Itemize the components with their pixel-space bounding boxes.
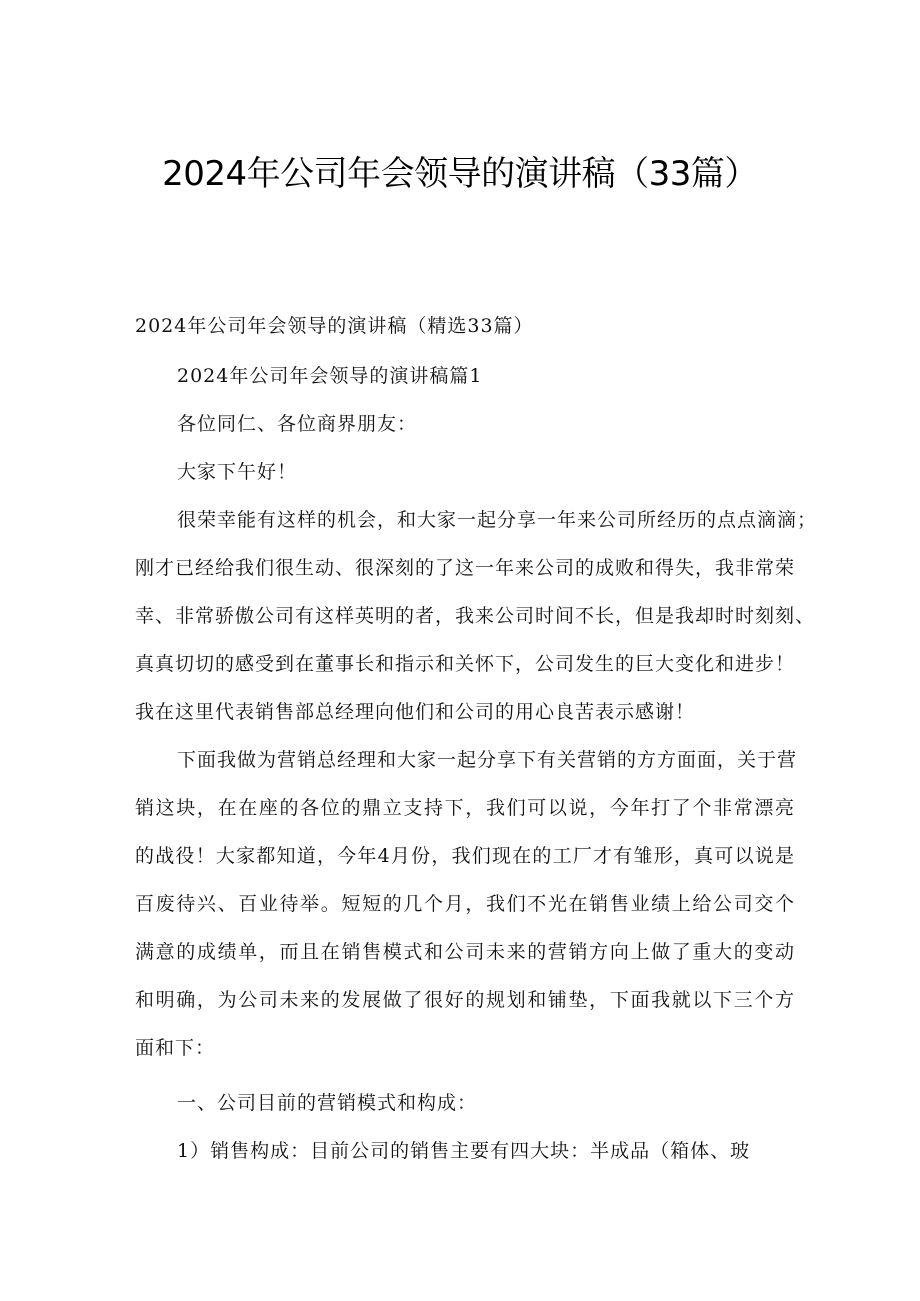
document-subtitle: 2024年公司年会领导的演讲稿（精选33篇） [135,315,534,337]
paragraph2-line: 下面我做为营销总经理和大家一起分享下有关营销的方方面面，关于营 [177,749,798,771]
item1-line: 1）销售构成：目前公司的销售主要有四大块：半成品（箱体、玻 [177,1140,751,1162]
section-heading: 2024年公司年会领导的演讲稿篇1 [177,365,483,387]
paragraph2-line: 销这块，在在座的各位的鼎立支持下，我们可以说，今年打了个非常漂亮 [135,797,795,819]
paragraph1-line: 我在这里代表销售部总经理向他们和公司的用心良苦表示感谢！ [135,701,696,723]
document-title: 2024年公司年会领导的演讲稿（33篇） [162,154,758,194]
paragraph1-line: 很荣幸能有这样的机会，和大家一起分享一年来公司所经历的点点滴滴； [177,509,818,531]
paragraph1-line: 幸、非常骄傲公司有这样英明的者，我来公司时间不长，但是我却时时刻刻、 [135,605,816,627]
paragraph1-line: 真真切切的感受到在董事长和指示和关怀下，公司发生的巨大变化和进步！ [135,653,796,675]
paragraph2-line: 百废待兴、百业待举。短短的几个月，我们不光在销售业绩上给公司交个 [135,893,795,915]
paragraph2-line: 和明确，为公司未来的发展做了很好的规划和铺垫，下面我就以下三个方 [135,989,795,1011]
paragraph2-line: 的战役！大家都知道，今年4月份，我们现在的工厂才有雏形，真可以说是 [135,845,795,867]
paragraph2-line: 满意的成绩单，而且在销售模式和公司未来的营销方向上做了重大的变动 [135,941,795,963]
salute-line: 大家下午好！ [177,461,298,483]
greeting-line: 各位同仁、各位商界朋友： [177,413,418,435]
paragraph2-line: 面和下： [135,1037,216,1059]
paragraph1-line: 刚才已经给我们很生动、很深刻的了这一年来公司的成败和得失，我非常荣 [135,557,796,579]
heading1: 一、公司目前的营销模式和构成： [177,1092,478,1114]
